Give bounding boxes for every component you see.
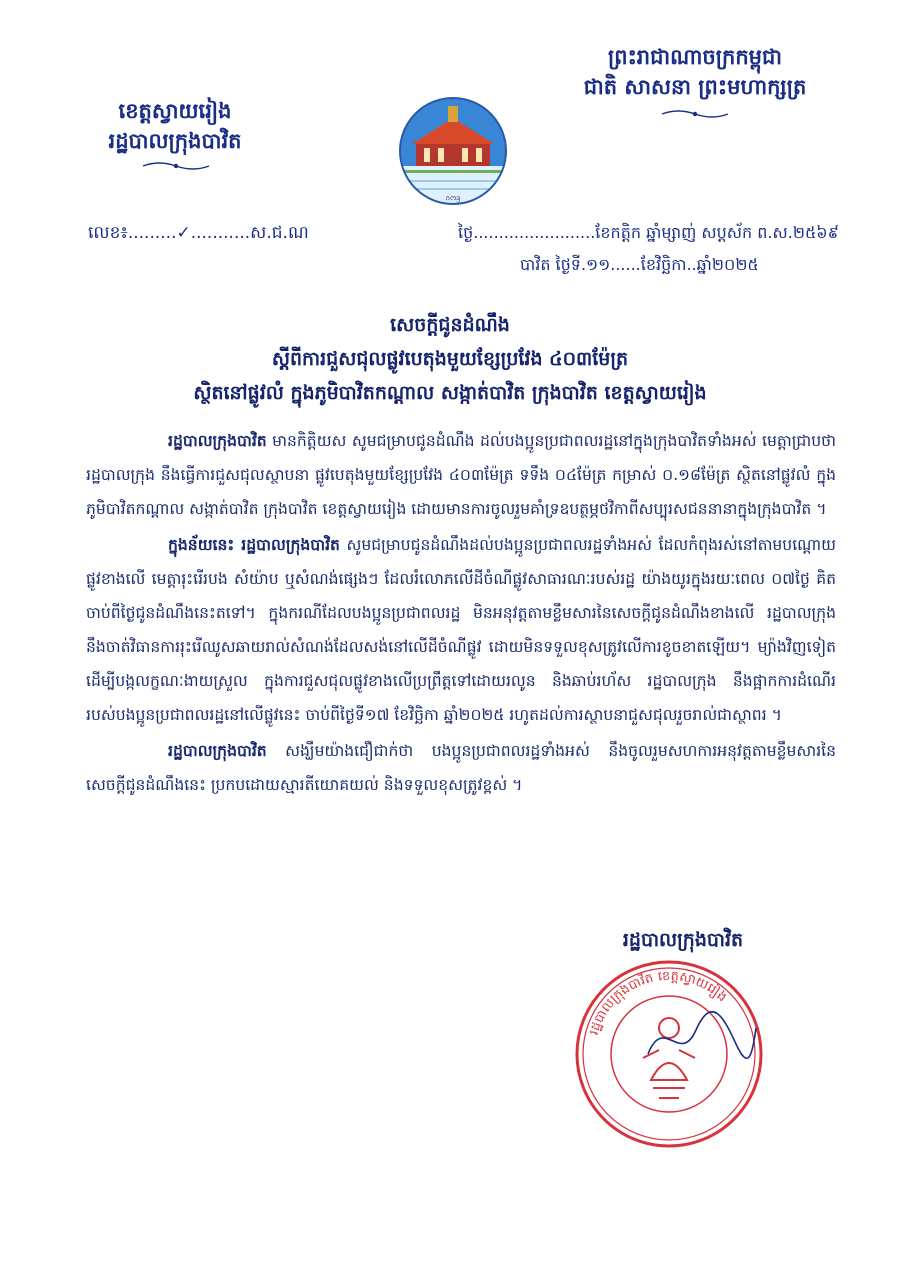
administration-name: រដ្ឋបាលក្រុងបាវិត <box>108 129 242 153</box>
lunar-date: ថ្ងៃ........................ខែកត្តិក ឆ្នាំម្សាញ់ សប្តស័ក ព.ស.២៥៦៩ <box>458 223 839 242</box>
notice-titles <box>80 308 820 410</box>
notice-location: ស្ថិតនៅផ្លូវលំ ក្នុងភូមិបាវិតកណ្តាល សង្កាត់បាវិត ក្រុងបាវិត ខេត្តស្វាយរៀង <box>193 382 707 404</box>
city-logo <box>398 96 508 206</box>
signatory-title: រដ្ឋបាលក្រុងបាវិត <box>622 929 744 951</box>
province-name: ខេត្តស្វាយរៀង <box>118 99 232 123</box>
paragraph <box>86 734 836 802</box>
paragraph-lead: រដ្ឋបាលក្រុងបាវិត <box>168 432 267 450</box>
kingdom-motto-line: ជាតិ សាសនា ព្រះមហាក្សត្រ <box>583 75 807 99</box>
kingdom-name: ព្រះរាជាណាចក្រកម្ពុជា <box>607 45 782 69</box>
paragraph-text: មានកិត្តិយស សូមជម្រាបជូនដំណឹង ដល់បងប្អូនប្រជាពលរដ្ឋនៅក្នុងក្រុងបាវិតទាំងអស់ មេត្តាជ្រាបថា រដ្ឋបាលក្រុង នឹងធ្វើការជួសជុលស្ថាបនា ផ្លូវបេតុងមួយខ្សែប្រវែង ៤០៣ម៉ែត្រ ទទឹង ០៤ម៉ែត្រ កម្រាស់ ០.១៨ម៉ែត្រ ស្ថិតនៅផ្លូវលំ ក្នុងភូមិបាវិតកណ្តាល សង្កាត់បាវិត ក្រុងបាវិត ខេត្តស្វាយរៀង ដោយមានការចូលរួមគាំទ្រឧបត្ថម្ភថវិកាពីសប្បុរសជននានាក្នុងក្រុងបាវិត ។ <box>86 432 836 518</box>
signature-scribble <box>640 1008 760 1068</box>
paragraph <box>86 424 836 526</box>
reference-number: លេខ៖.........✓...........ស.ជ.ណ <box>88 223 309 243</box>
kingdom-motto <box>540 42 850 102</box>
ornament-divider-icon <box>660 108 730 120</box>
solar-date: បាវិត ថ្ងៃទី.១១......ខែវិច្ឆិកា..ឆ្នាំ២០២៥ <box>520 255 759 274</box>
paragraph <box>86 528 836 732</box>
notice-heading: សេចក្តីជូនដំណឹង <box>390 314 510 336</box>
paragraph-lead: រដ្ឋបាលក្រុងបាវិត <box>168 742 267 760</box>
notice-subject: ស្តីពីការជួសជុលផ្លូវបេតុងមួយខ្សែប្រវែង ៤០៣ម៉ែត្រ <box>271 348 629 370</box>
paragraph-lead: ក្នុងន័យនេះ រដ្ឋបាលក្រុងបាវិត <box>168 536 340 554</box>
notice-body <box>86 424 836 804</box>
ornament-divider-icon <box>141 160 211 172</box>
logo-caption: ᦅᦂᦃ <box>445 193 461 202</box>
paragraph-text: សូមជម្រាបជូនដំណឹងដល់បងប្អូនប្រជាពលរដ្ឋទាំងអស់ ដែលកំពុងរស់នៅតាមបណ្តោយផ្លូវខាងលើ មេត្តារុះរើរបង សំយ៉ាប ឬសំណង់ផ្សេងៗ ដែលរំលោភលើដីចំណីផ្លូវសាធារណៈរបស់រដ្ឋ យ៉ាងយូរក្នុងរយៈពេល ០៧ថ្ងៃ គិតចាប់ពីថ្ងៃជូនដំណឹងនេះតទៅ។ ក្នុងករណីដែលបងប្អូនប្រជាពលរដ្ឋ មិនអនុវត្តតាមខ្លឹមសារនៃសេចក្តីជូនដំណឹងខាងលើ រដ្ឋបាលក្រុង នឹងចាត់វិធានការរុះរើឈូសឆាយរាល់សំណង់ដែលសង់នៅលើដីចំណីផ្លូវ ដោយមិនទទួលខុសត្រូវលើការខូចខាតឡើយ។ ម្យ៉ាងវិញទៀត ដើម្បីបង្កលក្ខណៈងាយស្រួល ក្នុងការជួសជុលផ្លូវខាងលើប្រព្រឹត្តទៅដោយរលូន និងឆាប់រហ័ស រដ្ឋបាលក្រុង នឹងផ្អាកការដំណើររបស់បងប្អូនប្រជាពលរដ្ឋនៅលើផ្លូវនេះ ចាប់ពីថ្ងៃទី១៧ ខែវិច្ឆិកា ឆ្នាំ២០២៥ រហូតដល់ការស្ថាបនាជួសជុលរួចរាល់ជាស្ថាពរ ។ <box>86 536 836 724</box>
authority-header <box>70 96 280 156</box>
paragraph-text: សង្ឃឹមយ៉ាងជឿជាក់ថា បងប្អូនប្រជាពលរដ្ឋទាំងអស់ នឹងចូលរួមសហការអនុវត្តតាមខ្លឹមសារនៃសេចក្តីជូនដំណឹងនេះ ប្រកបដោយស្មារតីយោគយល់ និងទទួលខុសត្រូវខ្ពស់ ។ <box>86 742 836 794</box>
seal-text: រដ្ឋបាលក្រុងបាវិត ខេត្តស្វាយរៀង <box>586 968 730 1037</box>
